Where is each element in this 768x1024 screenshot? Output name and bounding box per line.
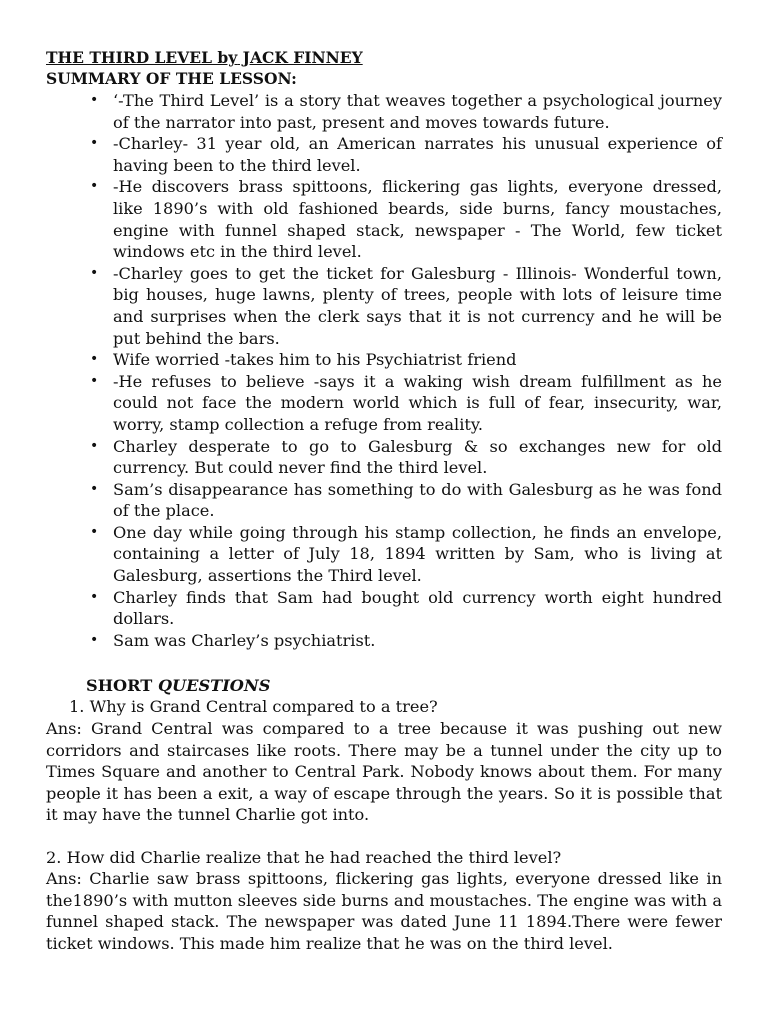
summary-point: • Charley desperate to go to Galesburg & so exchanges new for old currency. But could never find the third level. (113, 436, 722, 479)
question-1: 1. Why is Grand Central compared to a tree? (69, 697, 438, 716)
document-title (46, 47, 363, 68)
summary-point: • Charley finds that Sam had bought old currency worth eight hundred dollars. (113, 587, 722, 630)
summary-point: • -Charley goes to get the ticket for Galesburg - Illinois- Wonderful town, big houses, huge lawns, plenty of trees, people with lots of leisure time and surprises when the clerk says that it is not currency and he will be put behind the bars. (113, 263, 722, 349)
summary-point: • -He discovers brass spittoons, flickering gas lights, everyone dressed, like 1890’s with old fashioned beards, side burns, fancy moustaches, engine with funnel shaped stack, newspaper - The World, few ticket windows etc in the third level. (113, 176, 722, 262)
answer-1: Ans: Grand Central was compared to a tree because it was pushing out new corridors and staircases like roots. There may be a tunnel under the city up to Times Square and another to Central Park. Nobody knows about them. For many people it has been a exit, a way of escape through the years. So it is possible that it may have the tunnel Charlie got into. (46, 719, 722, 825)
summary-point: • One day while going through his stamp collection, he finds an envelope, containing a letter of July 18, 1894 written by Sam, who is living at Galesburg, assertions the Third level. (113, 522, 722, 587)
title-underlined: THE THIRD LEVEL by (46, 48, 238, 67)
summary-point: • Sam’s disappearance has something to do with Galesburg as he was fond of the place. (113, 479, 722, 522)
summary-point: • -Charley- 31 year old, an American narrates his unusual experience of having been to the third level. (113, 133, 722, 176)
summary-point: • Sam was Charley’s psychiatrist. (113, 630, 722, 652)
question-2: 2. How did Charlie realize that he had reached the third level? (46, 848, 562, 867)
summary-list (113, 90, 722, 651)
short-questions-heading (86, 675, 270, 697)
answer-2: Ans: Charlie saw brass spittoons, flickering gas lights, everyone dressed like in the1890’s with mutton sleeves side burns and moustaches. The engine was with a funnel shaped stack. The newspaper was dated June 11 1894.There were fewer ticket windows. This made him realize that he was on the third level. (46, 869, 722, 953)
short-questions-prefix: SHORT (86, 676, 158, 695)
title-block (46, 47, 363, 89)
summary-point: • ‘-The Third Level’ is a story that weaves together a psychological journey of the narrator into past, present and moves towards future. (113, 90, 722, 133)
short-questions-emphasis: QUESTIONS (157, 676, 271, 695)
summary-point: • -He refuses to believe -says it a waking wish dream fulfillment as he could not face the modern world which is full of fear, insecurity, war, worry, stamp collection a refuge from reality. (113, 371, 722, 436)
summary-heading: SUMMARY OF THE LESSON: (46, 69, 297, 88)
summary-point: • Wife worried -takes him to his Psychiatrist friend (113, 349, 722, 371)
title-author: JACK FINNEY (237, 48, 363, 67)
